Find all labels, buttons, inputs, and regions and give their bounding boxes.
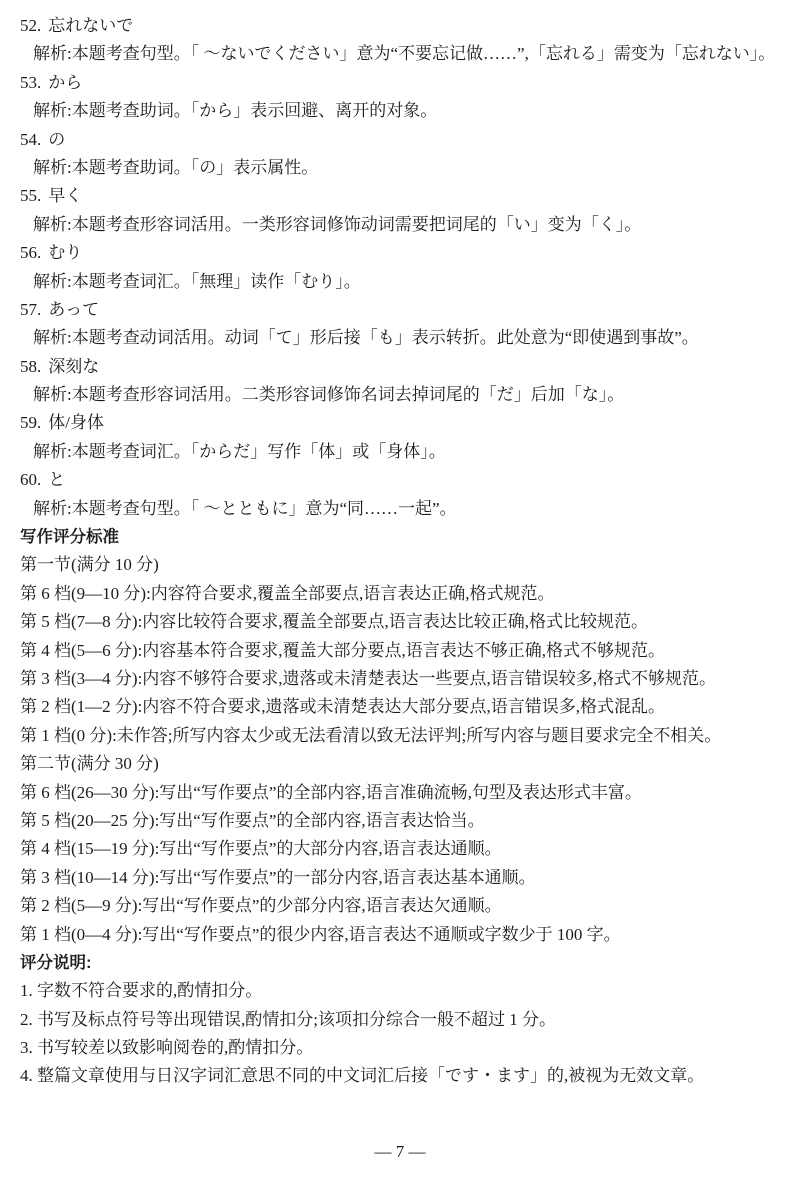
scoring-note: 4. 整篇文章使用与日汉字词汇意思不同的中文词汇后接「です・ます」的,被视为无效文章。 bbox=[20, 1066, 705, 1086]
answer-item-heading bbox=[0, 296, 800, 324]
item-analysis: 解析:本题考查形容词活用。一类形容词修饰动词需要把词尾的「い」变为「く」。 bbox=[33, 214, 642, 234]
item-term: 忘れないで bbox=[48, 16, 134, 35]
item-number: 54. bbox=[20, 129, 42, 149]
item-term: 体/身体 bbox=[48, 413, 104, 433]
section1-bands bbox=[0, 580, 800, 750]
item-analysis: 解析:本题考查句型。「 ～とともに」意为“同……一起”。 bbox=[33, 498, 457, 518]
score-band: 第 2 档(1—2 分):内容不符合要求,遗落或未清楚表达大部分要点,语言错误多,格式混乱。 bbox=[20, 697, 666, 717]
item-term: あって bbox=[48, 299, 100, 319]
item-analysis: 解析:本题考查助词。「の」表示属性。 bbox=[33, 157, 319, 177]
score-band: 第 5 档(20—25 分):写出“写作要点”的全部内容,语言表达恰当。 bbox=[20, 810, 485, 830]
answer-item-heading bbox=[0, 239, 800, 267]
score-band: 第 4 档(15—19 分):写出“写作要点”的大部分内容,语言表达通顺。 bbox=[20, 839, 502, 859]
item-term: 早く bbox=[48, 186, 83, 206]
item-term: むり bbox=[48, 243, 83, 263]
section2-title: 第二节(满分 30 分) bbox=[20, 754, 159, 774]
score-band: 第 5 档(7—8 分):内容比较符合要求,覆盖全部要点,语言表达比较正确,格式比较规范。 bbox=[20, 612, 649, 632]
scoring-note: 3. 书写较差以致影响阅卷的,酌情扣分。 bbox=[20, 1038, 314, 1058]
answer-item-heading bbox=[0, 12, 800, 40]
item-analysis: 解析:本题考查词汇。「からだ」写作「体」或「身体」。 bbox=[33, 441, 446, 461]
item-number: 60. bbox=[20, 470, 42, 490]
scoring-standards-heading: 写作评分标准 bbox=[20, 528, 119, 547]
score-band: 第 1 档(0 分):未作答;所写内容太少或无法看清以致无法评判;所写内容与题目要求完全不相关。 bbox=[20, 725, 722, 745]
answer-item-heading bbox=[0, 69, 800, 97]
item-analysis: 解析:本题考查助词。「から」表示回避、离开的对象。 bbox=[33, 101, 438, 121]
score-band: 第 6 档(26—30 分):写出“写作要点”的全部内容,语言准确流畅,句型及表达形式丰富。 bbox=[20, 782, 642, 802]
scoring-notes-list bbox=[0, 977, 800, 1091]
section2-bands bbox=[0, 779, 800, 949]
item-term: と bbox=[48, 470, 66, 490]
item-number: 59. bbox=[20, 413, 42, 433]
scoring-notes-heading: 评分说明: bbox=[20, 953, 92, 972]
answer-item-heading bbox=[0, 182, 800, 210]
answer-item-heading bbox=[0, 353, 800, 381]
item-analysis: 解析:本题考查形容词活用。二类形容词修饰名词去掉词尾的「だ」后加「な」。 bbox=[33, 385, 625, 405]
section1-title: 第一节(满分 10 分) bbox=[20, 555, 159, 575]
item-number: 58. bbox=[20, 356, 42, 376]
answer-item-heading bbox=[0, 409, 800, 437]
scoring-notes-section bbox=[0, 949, 800, 1091]
item-number: 52. bbox=[20, 16, 42, 35]
item-term: 深刻な bbox=[48, 356, 100, 376]
item-number: 56. bbox=[20, 243, 42, 263]
item-number: 55. bbox=[20, 186, 42, 206]
score-band: 第 6 档(9—10 分):内容符合要求,覆盖全部要点,语言表达正确,格式规范。 bbox=[20, 583, 555, 603]
answer-item-heading bbox=[0, 126, 800, 154]
page-number: — 7 — bbox=[374, 1142, 426, 1161]
score-band: 第 2 档(5—9 分):写出“写作要点”的少部分内容,语言表达欠通顺。 bbox=[20, 896, 502, 916]
scoring-note: 1. 字数不符合要求的,酌情扣分。 bbox=[20, 981, 263, 1001]
score-band: 第 3 档(10—14 分):写出“写作要点”的一部分内容,语言表达基本通顺。 bbox=[20, 867, 536, 887]
item-analysis: 解析:本题考查句型。「 ～ないでください」意为“不要忘记做……”,「忘れる」需变为「忘れない」。 bbox=[33, 44, 776, 64]
item-number: 57. bbox=[20, 299, 42, 319]
score-band: 第 4 档(5—6 分):内容基本符合要求,覆盖大部分要点,语言表达不够正确,格式不够规范。 bbox=[20, 640, 666, 660]
item-number: 53. bbox=[20, 72, 42, 92]
score-band: 第 3 档(3—4 分):内容不够符合要求,遗落或未清楚表达一些要点,语言错误较多,格式不够规范。 bbox=[20, 668, 717, 688]
scoring-standards-section bbox=[0, 523, 800, 949]
item-analysis: 解析:本题考查动词活用。动词「て」形后接「も」表示转折。此处意为“即使遇到事故”。 bbox=[33, 328, 699, 348]
item-term: から bbox=[48, 72, 83, 92]
answer-items-section bbox=[0, 12, 800, 523]
scoring-note: 2. 书写及标点符号等出现错误,酌情扣分;该项扣分综合一般不超过 1 分。 bbox=[20, 1009, 556, 1029]
item-term: の bbox=[48, 129, 66, 149]
item-analysis: 解析:本题考查词汇。「無理」读作「むり」。 bbox=[33, 271, 361, 291]
answer-item-heading bbox=[0, 466, 800, 494]
score-band: 第 1 档(0—4 分):写出“写作要点”的很少内容,语言表达不通顺或字数少于 100 字。 bbox=[20, 924, 621, 944]
